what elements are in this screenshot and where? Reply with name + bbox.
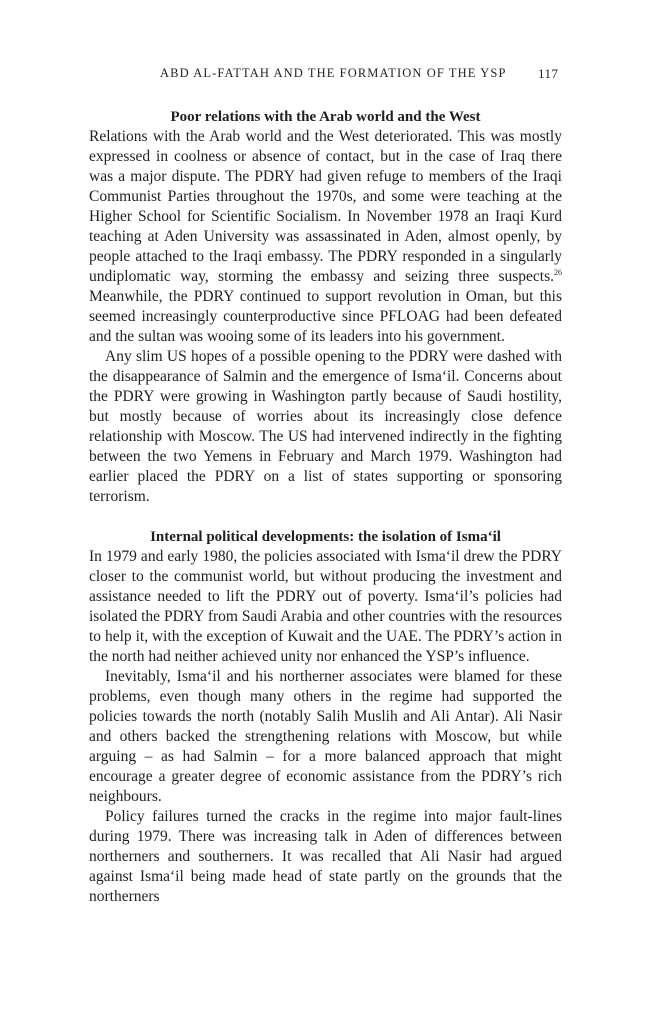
running-head-title: ABD AL-FATTAH AND THE FORMATION OF THE YSP: [160, 66, 507, 80]
footnote-reference: 26: [554, 267, 562, 277]
section-spacer: [89, 507, 562, 527]
section-internal-developments: [89, 527, 562, 907]
paragraph: In 1979 and early 1980, the policies associated with Isma‘il drew the PDRY closer to the communist world, but without producing the investment and assistance needed to lift the PDRY out of poverty. Isma‘il’s policies had isolated the PDRY from Saudi Arabia and other countries with the resources to help it, with the exception of Kuwait and the UAE. The PDRY’s action in the north had neither achieved unity nor enhanced the YSP’s influence.: [89, 548, 562, 665]
section-heading: Poor relations with the Arab world and the West: [170, 109, 481, 125]
section-heading: Internal political developments: the isolation of Isma‘il: [150, 529, 501, 545]
running-head: [0, 66, 650, 86]
paragraph: Any slim US hopes of a possible opening to the PDRY were dashed with the disappearance of Salmin and the emergence of Isma‘il. Concerns about the PDRY were growing in Washington partly because of Saudi hostility, but mostly because of worries about its increasingly close defence relationship with Moscow. The US had intervened indirectly in the fighting between the two Yemens in February and March 1979. Washington had earlier placed the PDRY on a list of states supporting or sponsoring terrorism.: [89, 348, 562, 505]
page-number: 117: [538, 66, 559, 81]
paragraph-text: Relations with the Arab world and the West deteriorated. This was mostly expressed in coolness or absence of contact, but in the case of Iraq there was a major dispute. The PDRY had given refuge to members of the Iraqi Communist Parties throughout the 1970s, and some were teaching at the Higher School for Scientific Socialism. In November 1978 an Iraqi Kurd teaching at Aden University was assassinated in Aden, almost openly, by people attached to the Iraqi embassy. The PDRY responded in a singularly undiplomatic way, storming the embassy and seizing three suspects.: [89, 128, 562, 285]
paragraph: Inevitably, Isma‘il and his northerner associates were blamed for these problems, even though many others in the regime had supported the policies towards the north (notably Salih Muslih and Ali Antar). Ali Nasir and others backed the strengthening relations with Moscow, but while arguing – as had Salmin – for a more balanced approach that might encourage a greater degree of economic assistance from the PDRY’s rich neighbours.: [89, 668, 562, 805]
paragraph: Policy failures turned the cracks in the regime into major fault-lines during 1979. There was increasing talk in Aden of differences between northerners and southerners. It was recalled that Ali Nasir had argued against Isma‘il being made head of state partly on the grounds that the northerners: [89, 808, 562, 905]
text-block: [89, 107, 562, 907]
paragraph-text: Meanwhile, the PDRY continued to support revolution in Oman, but this seemed increasingly counterproductive since PFLOAG had been defeated and the sultan was wooing some of its leaders into his government.: [89, 288, 562, 345]
paragraph: [89, 127, 562, 347]
section-arab-world-relations: [89, 107, 562, 507]
